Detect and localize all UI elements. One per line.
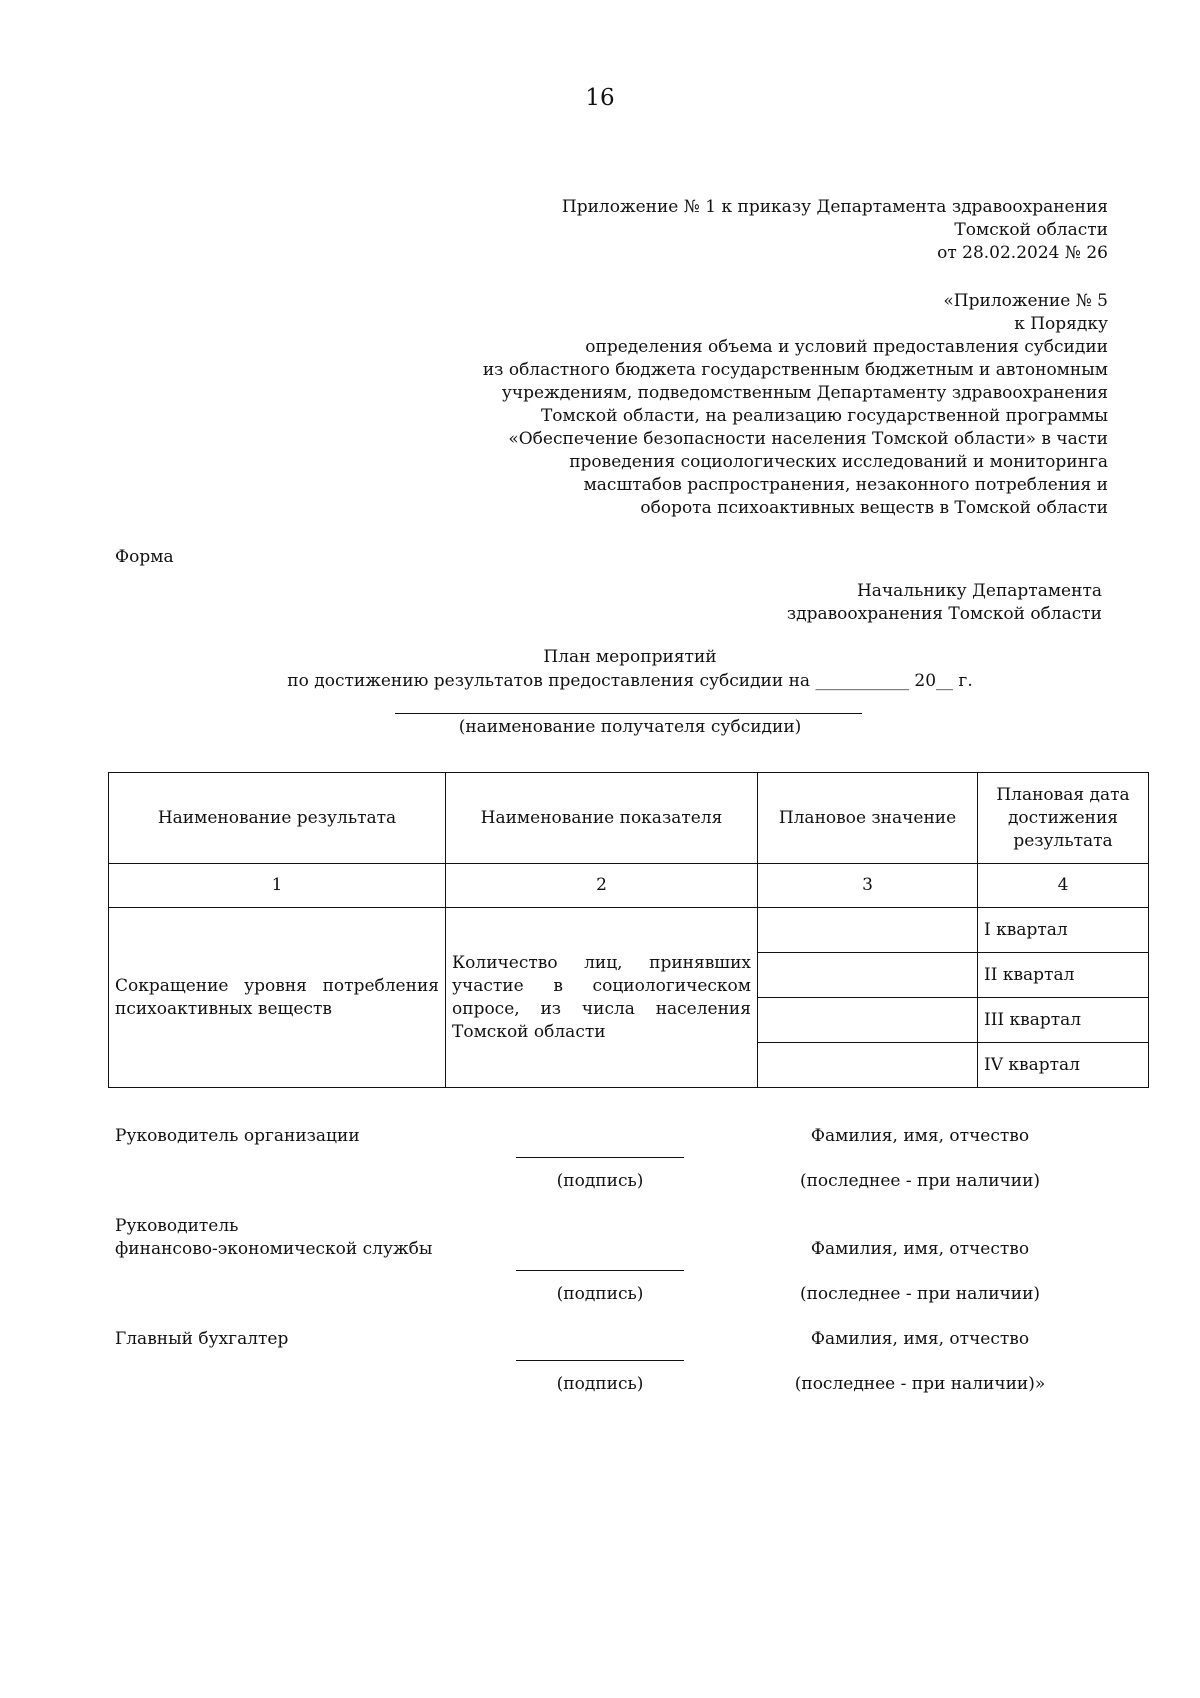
indicator-line: участие в социологическом [452, 975, 751, 996]
column-number: 2 [446, 864, 758, 908]
results-plan-table [108, 772, 1149, 1088]
result-name-cell [109, 908, 446, 1088]
appendix-5-line: оборота психоактивных веществ в Томской области [640, 498, 1108, 518]
signature-caption: (подпись) [556, 1284, 644, 1304]
table-header-cell: Плановое значение [758, 773, 978, 864]
fio-label: Фамилия, имя, отчество [810, 1126, 1030, 1146]
fio-label: Фамилия, имя, отчество [810, 1239, 1030, 1259]
appendix-5-line: учреждениям, подведомственным Департаменту здравоохранения [501, 383, 1108, 403]
appendix-5-line: «Обеспечение безопасности населения Томской области» в части [508, 429, 1108, 449]
appendix-5-line: к Порядку [1014, 314, 1108, 334]
indicator-name-cell [446, 908, 758, 1088]
table-row [109, 908, 1149, 953]
signatory-role: Главный бухгалтер [115, 1329, 289, 1349]
signatory-role: финансово-экономической службы [115, 1239, 433, 1259]
appendix-reference [562, 196, 1108, 265]
appendix-5-line: из областного бюджета государственным бюджетным и автономным [482, 360, 1108, 380]
recipient-caption: (наименование получателя субсидии) [458, 717, 802, 737]
fio-note: (последнее - при наличии)» [794, 1374, 1046, 1394]
addressee [787, 580, 1102, 626]
appendix-5-line: определения объема и условий предоставления субсидии [585, 337, 1108, 357]
appendix-5-line: «Приложение № 5 [943, 291, 1108, 311]
signature-line [516, 1270, 684, 1271]
appendix-5-line: масштабов распространения, незаконного потребления и [583, 475, 1108, 495]
column-number: 1 [109, 864, 446, 908]
page-number: 16 [585, 85, 615, 111]
fio-note: (последнее - при наличии) [799, 1284, 1041, 1304]
table-header-cell: Наименование показателя [446, 773, 758, 864]
addressee-line: Начальнику Департамента [856, 581, 1102, 601]
table-header-cell: Наименование результата [109, 773, 446, 864]
indicator-line: Томской области [452, 1021, 606, 1042]
signature-line [516, 1157, 684, 1158]
appendix-ref-line: Томской области [954, 220, 1108, 240]
column-number: 4 [978, 864, 1149, 908]
planned-value-cell [758, 908, 978, 953]
signature-line [516, 1360, 684, 1361]
planned-value-cell [758, 953, 978, 998]
quarter-cell: III квартал [978, 998, 1149, 1043]
quarter-cell: II квартал [978, 953, 1149, 998]
signatory-role: Руководитель [115, 1216, 239, 1236]
appendix-5-line: Томской области, на реализацию государственной программы [540, 406, 1108, 426]
recipient-name-line [395, 713, 862, 714]
indicator-line: опросе, из числа населения [452, 998, 751, 1019]
quarter-cell: IV квартал [978, 1043, 1149, 1088]
column-number: 3 [758, 864, 978, 908]
plan-title: План мероприятий [543, 647, 717, 667]
signature-caption: (подпись) [556, 1374, 644, 1394]
appendix-5-line: проведения социологических исследований и мониторинга [569, 452, 1108, 472]
form-label: Форма [115, 547, 174, 567]
appendix-5-header [483, 290, 1108, 520]
appendix-ref-line: от 28.02.2024 № 26 [937, 243, 1108, 263]
quarter-cell: I квартал [978, 908, 1149, 953]
result-name-line: Сокращение уровня потребления [115, 975, 439, 996]
result-name-line: психоактивных веществ [115, 998, 332, 1019]
table-header-cell: Плановая дата достижения результата [978, 773, 1149, 864]
table-header-row [109, 773, 1149, 864]
table-number-row [109, 864, 1149, 908]
signature-caption: (подпись) [556, 1171, 644, 1191]
fio-label: Фамилия, имя, отчество [810, 1329, 1030, 1349]
addressee-line: здравоохранения Томской области [786, 604, 1102, 624]
fio-note: (последнее - при наличии) [799, 1171, 1041, 1191]
planned-value-cell [758, 998, 978, 1043]
plan-subtitle: по достижению результатов предоставления субсидии на ___________ 20__ г. [287, 671, 973, 691]
signatory-role: Руководитель организации [115, 1126, 360, 1146]
appendix-ref-line: Приложение № 1 к приказу Департамента здравоохранения [561, 197, 1108, 217]
indicator-line: Количество лиц, принявших [452, 952, 751, 973]
planned-value-cell [758, 1043, 978, 1088]
